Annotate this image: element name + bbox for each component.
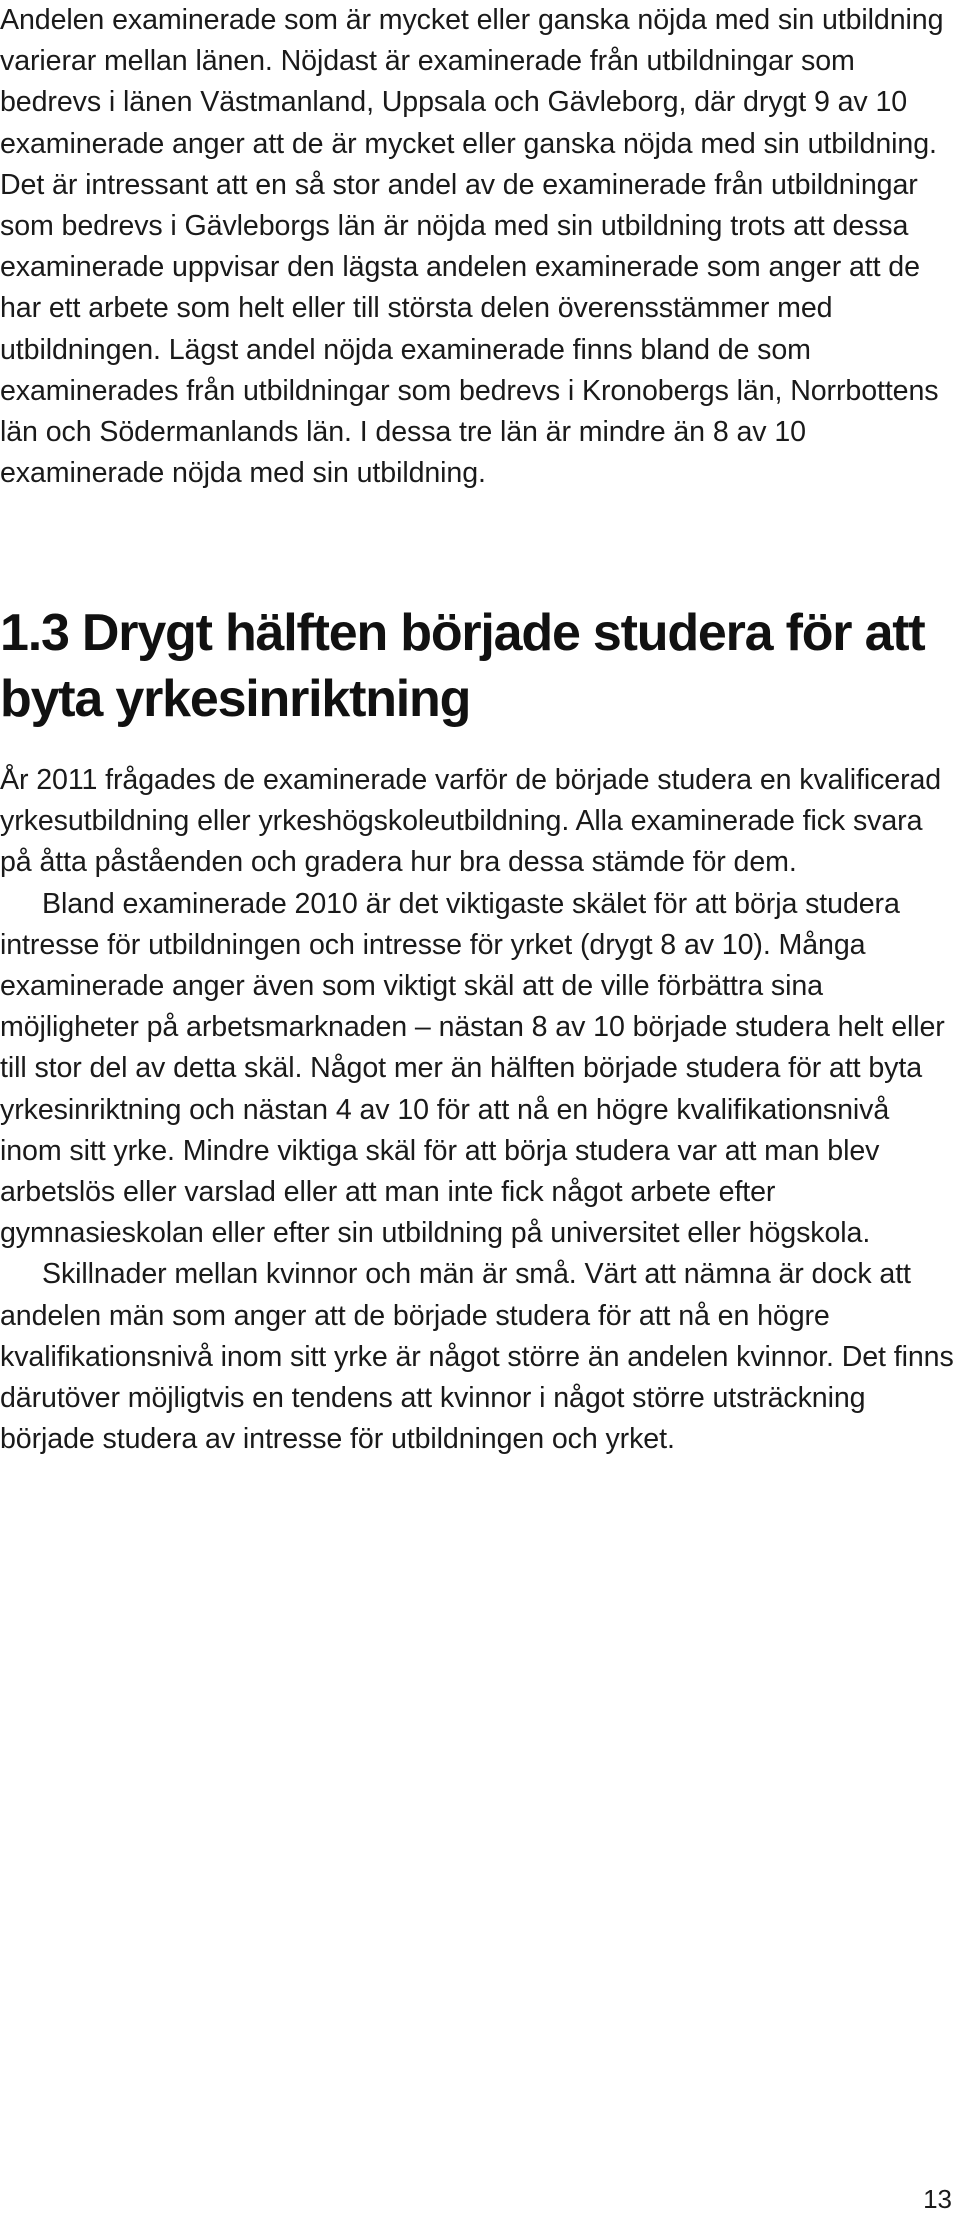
intro-paragraph: Andelen examinerade som är mycket eller ganska nöjda med sin utbildning varierar mellan länen. Nöjdast är examinerade från utbildningar som bedrevs i länen Västmanland, Uppsala och Gävleborg, där drygt 9 av 10 examinerade anger att de är mycket eller ganska nöjda med sin utbildning. Det är intressant att en så stor andel av de examinerade från utbildningar som bedrevs i Gävleborgs län är nöjda med sin utbildning trots att dessa examinerade uppvisar den lägsta andelen examinerade som anger att de har ett arbete som helt eller till största delen överensstämmer med utbildningen. Lägst andel nöjda examinerade finns bland de som examinerades från utbildningar som bedrevs i Kronobergs län, Norrbottens län och Södermanlands län. I dessa tre län är mindre än 8 av 10 examinerade nöjda med sin utbildning. bbox=[0, 4, 944, 490]
section-paragraph-3: Skillnader mellan kvinnor och män är små. Värt att nämna är dock att andelen män som anger att de började studera för att nå en högre kvalifikationsnivå inom sitt yrke är något större än andelen kvinnor. Det finns därutöver möjligtvis en tendens att kvinnor i något större utsträckning började studera av intresse för utbildningen och yrket. bbox=[0, 1258, 954, 1456]
section-body bbox=[0, 760, 958, 1460]
page-number: 13 bbox=[923, 2184, 952, 2214]
section-paragraph-1: År 2011 frågades de examinerade varför de började studera en kvalificerad yrkesutbildning eller yrkeshögskoleutbildning. Alla examinerade fick svara på åtta påståenden och gradera hur bra dessa stämde för dem. bbox=[0, 764, 942, 879]
section-heading: 1.3 Drygt hälften började studera för att byta yrkesinriktning bbox=[0, 604, 925, 728]
section-paragraph-2: Bland examinerade 2010 är det viktigaste skälet för att börja studera intresse för utbildningen och intresse för yrket (drygt 8 av 10). Många examinerade anger även som viktigt skäl att de ville förbättra sina möjligheter på arbetsmarknaden – nästan 8 av 10 började studera helt eller till stor del av detta skäl. Något mer än hälften började studera för att byta yrkesinriktning och nästan 4 av 10 för att nå en högre kvalifikationsnivå inom sitt yrke. Mindre viktiga skäl för att börja studera var att man blev arbetslös eller varslad eller att man inte fick något arbete efter gymnasieskolan eller efter sin utbildning på universitet eller högskola. bbox=[0, 887, 945, 1250]
